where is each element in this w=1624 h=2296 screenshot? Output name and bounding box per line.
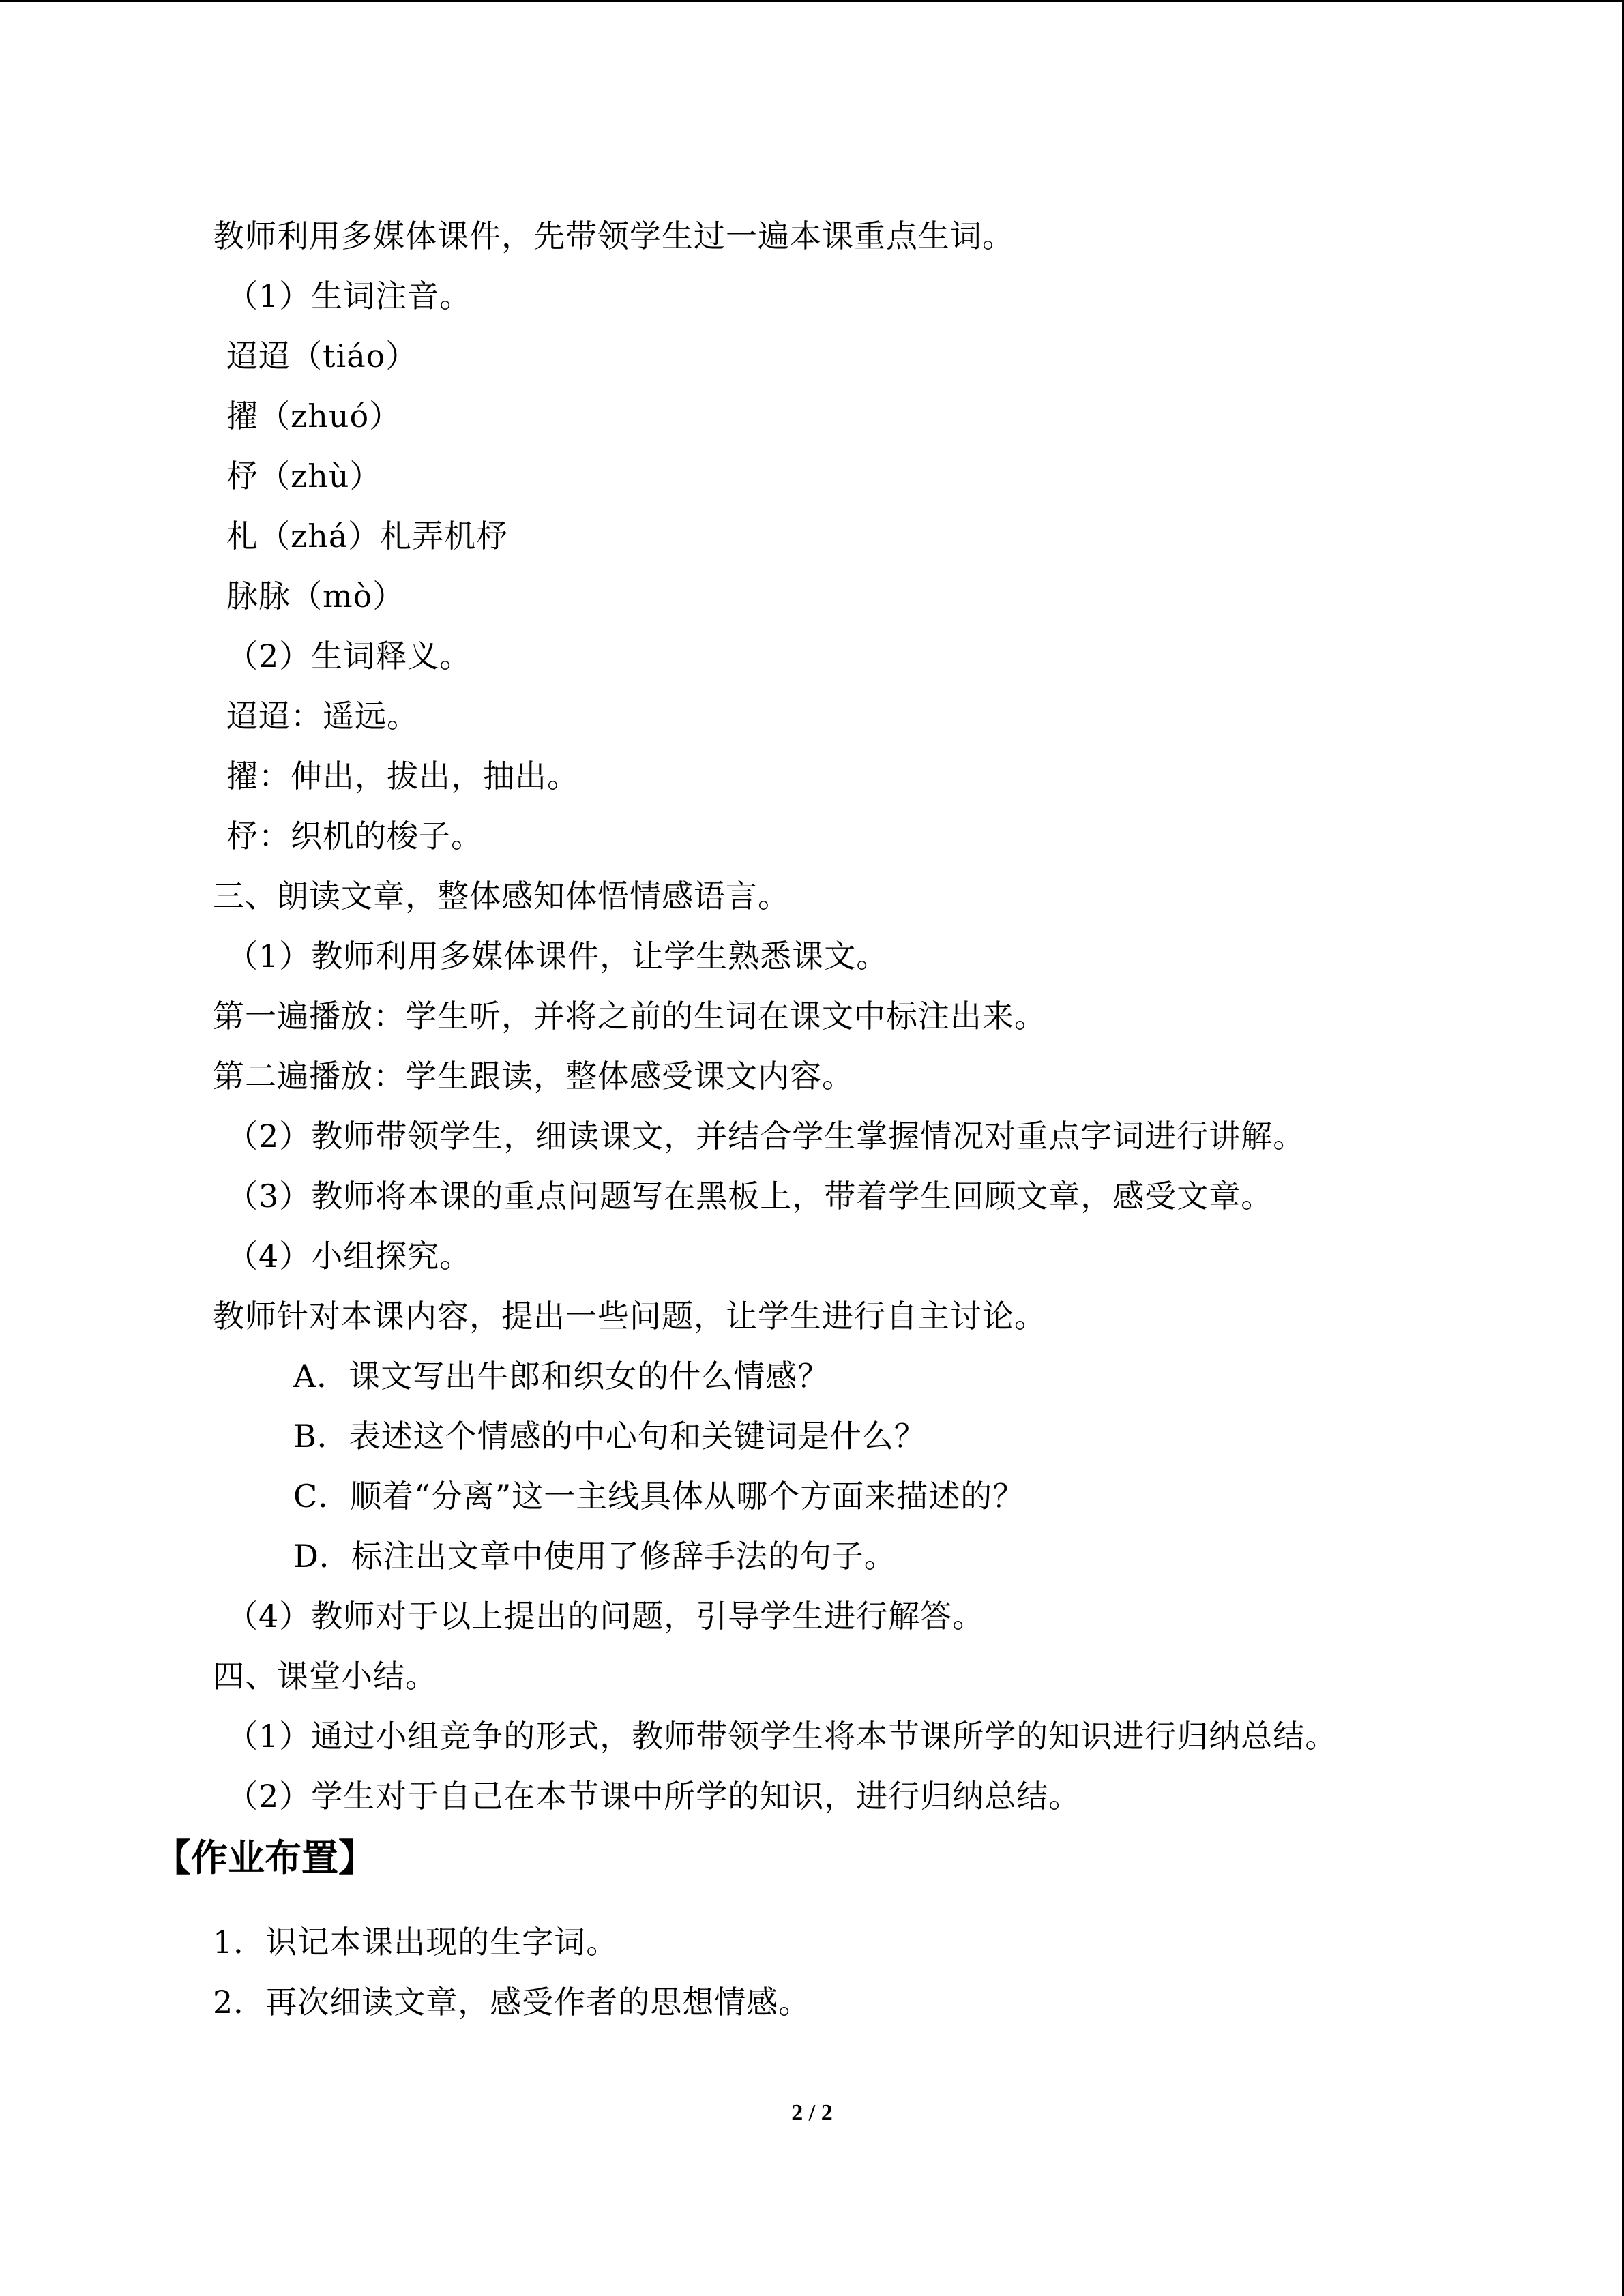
vocab-item: 擢（zhuó） (226, 398, 402, 434)
section-heading-summary: 四、课堂小结。 (213, 1658, 437, 1695)
definition-item: 迢迢：遥远。 (226, 698, 419, 734)
paragraph-intro: 教师利用多媒体课件，先带领学生过一遍本课重点生词。 (213, 218, 1014, 254)
paragraph: 第二遍播放：学生跟读，整体感受课文内容。 (213, 1058, 854, 1094)
list-heading-pronunciation: （1）生词注音。 (226, 278, 472, 314)
list-heading-definitions: （2）生词释义。 (226, 638, 472, 674)
vocab-item: 杼（zhù） (226, 458, 382, 494)
section-heading-reading: 三、朗读文章，整体感知体悟情感语言。 (213, 878, 790, 914)
paragraph: （3）教师将本课的重点问题写在黑板上，带着学生回顾文章，感受文章。 (226, 1178, 1273, 1214)
question-item: B．表述这个情感的中心句和关键词是什么？ (293, 1418, 926, 1455)
paragraph: （1）教师利用多媒体课件，让学生熟悉课文。 (226, 938, 889, 974)
homework-item: 2．再次细读文章，感受作者的思想情感。 (213, 1984, 811, 2021)
question-item: A．课文写出牛郎和织女的什么情感？ (293, 1358, 830, 1395)
paragraph: （4）小组探究。 (226, 1238, 472, 1274)
homework-heading: 【作业布置】 (154, 1836, 375, 1879)
page-number: 2 / 2 (791, 2100, 833, 2126)
homework-item: 1．识记本课出现的生字词。 (213, 1924, 619, 1960)
question-item: D．标注出文章中使用了修辞手法的句子。 (293, 1538, 896, 1575)
paragraph: （2）学生对于自己在本节课中所学的知识，进行归纳总结。 (226, 1778, 1081, 1815)
vocab-item: 迢迢（tiáo） (226, 338, 418, 374)
paragraph: 教师针对本课内容，提出一些问题，让学生进行自主讨论。 (213, 1298, 1046, 1335)
question-item: C．顺着“分离”这一主线具体从哪个方面来描述的？ (293, 1478, 1025, 1515)
definition-item: 擢：伸出，拔出，抽出。 (226, 758, 579, 794)
paragraph: （4）教师对于以上提出的问题，引导学生进行解答。 (226, 1598, 985, 1635)
vocab-item: 札（zhá）札弄机杼 (226, 518, 509, 554)
paragraph: 第一遍播放：学生听，并将之前的生词在课文中标注出来。 (213, 998, 1046, 1034)
definition-item: 杼：织机的梭子。 (226, 818, 483, 854)
paragraph: （2）教师带领学生，细读课文，并结合学生掌握情况对重点字词进行讲解。 (226, 1118, 1305, 1154)
paragraph: （1）通过小组竞争的形式，教师带领学生将本节课所学的知识进行归纳总结。 (226, 1718, 1338, 1755)
vocab-item: 脉脉（mò） (226, 578, 405, 614)
